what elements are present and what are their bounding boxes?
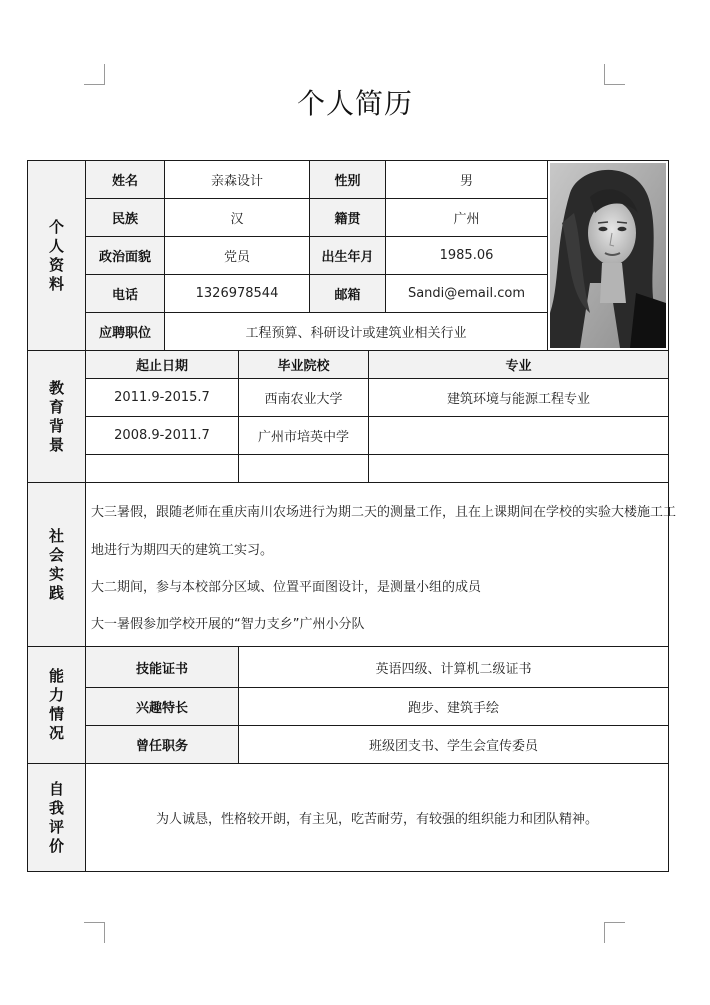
section-label-char: 育 [48,397,64,416]
origin-value: 广州 [385,198,548,237]
section-label-char: 力 [48,686,64,704]
position-label: 应聘职位 [85,312,165,351]
gender-label: 性别 [309,160,386,199]
ability-label-hobbies: 兴趣特长 [85,687,239,726]
ability-value-positions: 班级团支书、学生会宣传委员 [238,725,669,764]
section-label-char: 自 [48,779,64,798]
ability-label-positions: 曾任职务 [85,725,239,764]
edu-row-1-major: 建筑环境与能源工程专业 [368,378,669,417]
politics-value: 党员 [164,236,310,275]
crop-mark-bottom-left [84,922,105,943]
edu-row-2-school: 广州市培英中学 [238,416,369,455]
section-label-personal [27,160,86,351]
edu-row-3-dates [85,454,239,483]
email-value: Sandi@email.com [385,274,548,313]
name-label: 姓名 [85,160,165,199]
politics-label: 政治面貌 [85,236,165,275]
edu-header-dates: 起止日期 [85,350,239,379]
edu-header-school: 毕业院校 [238,350,369,379]
ethnicity-label: 民族 [85,198,165,237]
crop-mark-bottom-right [604,922,625,943]
section-label-char: 景 [48,435,64,454]
section-label-char: 教 [48,378,64,397]
section-label-education [27,350,86,483]
name-value: 亲森设计 [164,160,310,199]
edu-row-1-dates: 2011.9-2015.7 [85,378,239,417]
email-label: 邮箱 [309,274,386,313]
section-label-char: 资 [48,255,64,274]
gender-value: 男 [385,160,548,199]
section-label-char: 背 [48,416,64,435]
section-label-char: 个 [48,217,64,236]
edu-row-3-major [368,454,669,483]
birth-value: 1985.06 [385,236,548,275]
section-label-char: 人 [48,236,64,255]
section-label-char: 实 [48,564,64,583]
edu-row-2-dates: 2008.9-2011.7 [85,416,239,455]
edu-row-2-major [368,416,669,455]
edu-row-3-school [238,454,369,483]
section-label-char: 我 [48,798,64,817]
phone-label: 电话 [85,274,165,313]
section-label-char: 料 [48,274,64,293]
ethnicity-value: 汉 [164,198,310,237]
section-label-char: 能 [48,667,64,685]
section-label-char: 会 [48,545,64,564]
practice-line-4: 大一暑假参加学校开展的“智力支乡”广州小分队 [91,617,365,632]
section-label-practice [27,482,86,647]
edu-header-major: 专业 [368,350,669,379]
section-label-char: 价 [48,836,64,855]
resume-table [27,160,677,872]
section-label-char: 评 [48,817,64,836]
page-title: 个人简历 [296,87,413,120]
practice-line-3: 大二期间，参与本校部分区域、位置平面图设计，是测量小组的成员 [91,580,482,595]
origin-label: 籍贯 [309,198,386,237]
section-label-ability [27,646,86,764]
ability-value-certificates: 英语四级、计算机二级证书 [238,646,669,688]
ability-label-certificates: 技能证书 [85,646,239,688]
practice-line-1: 大三暑假，跟随老师在重庆南川农场进行为期二天的测量工作，且在上课期间在学校的实验大楼施工工 [91,505,677,520]
ability-value-hobbies: 跑步、建筑手绘 [238,687,669,726]
self-evaluation: 为人诚恳，性格较开朗，有主见，吃苦耐劳，有较强的组织能力和团队精神。 [85,763,669,872]
section-label-self [27,763,86,872]
section-label-char: 践 [48,583,64,602]
edu-row-1-school: 西南农业大学 [238,378,369,417]
section-label-char: 况 [48,724,64,742]
practice-line-2: 地进行为期四天的建筑工实习。 [91,543,274,558]
practice-content [85,482,677,647]
birth-label: 出生年月 [309,236,386,275]
section-label-char: 社 [48,526,64,545]
section-label-char: 情 [48,705,64,723]
position-value: 工程预算、科研设计或建筑业相关行业 [164,312,548,351]
portrait-photo [547,160,669,351]
phone-value: 1326978544 [164,274,310,313]
portrait-icon [550,163,666,348]
